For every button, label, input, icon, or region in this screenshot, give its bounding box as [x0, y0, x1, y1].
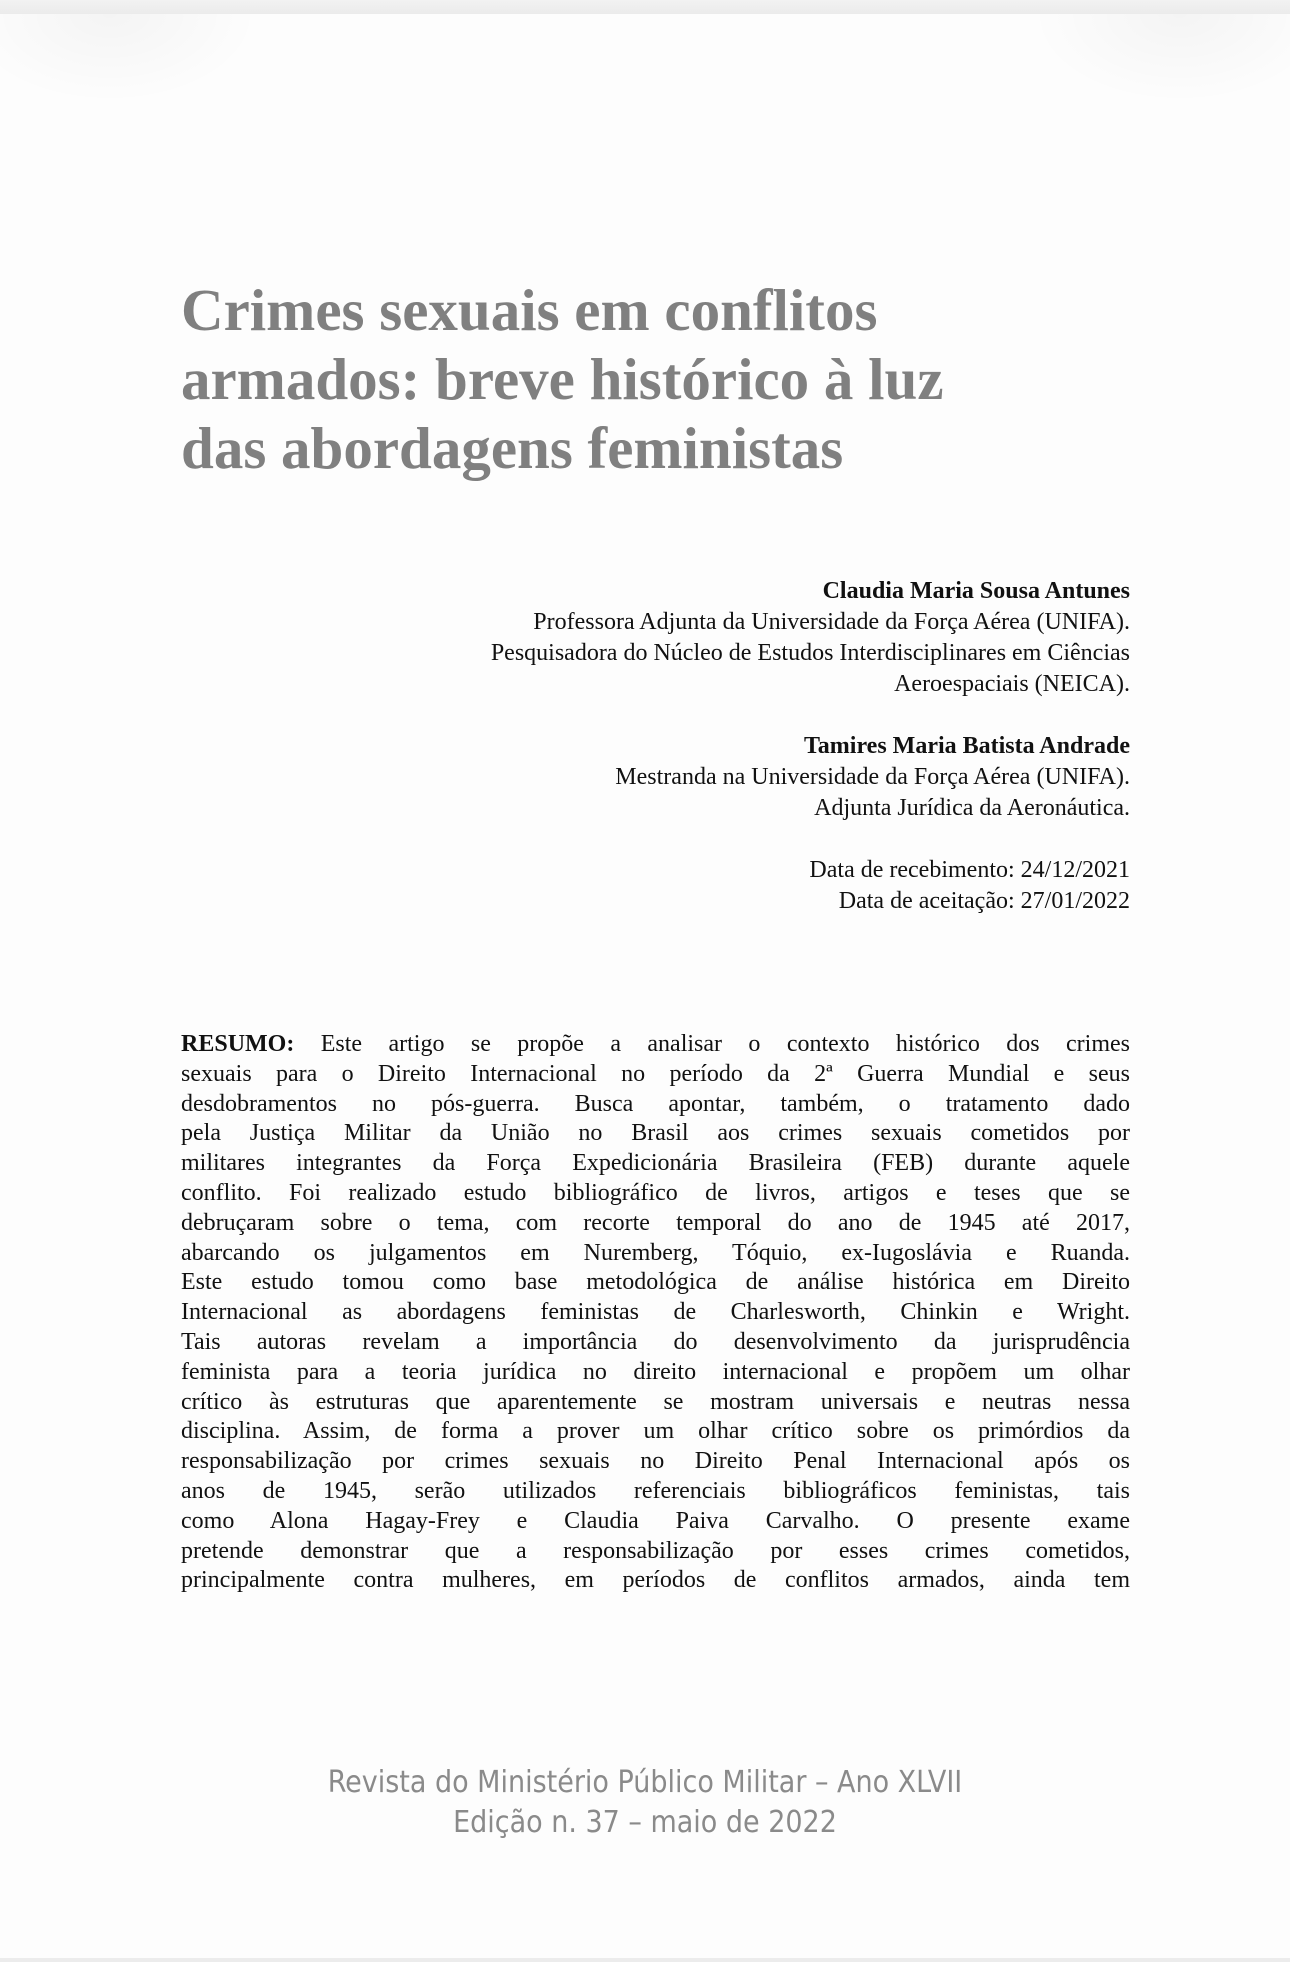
abstract-line: principalmente contra mulheres, em períodos de conflitos armados, ainda tem [181, 1567, 1130, 1594]
bottom-edge [0, 1958, 1290, 1962]
abstract-line: anos de 1945, serão utilizados referenciais bibliográficos feministas, tais [181, 1477, 1130, 1504]
author-affiliation: Mestranda na Universidade da Força Aérea (UNIFA). [615, 764, 1130, 790]
article-title [181, 276, 1081, 483]
author-block [230, 576, 1130, 700]
abstract-line: crítico às estruturas que aparentemente se mostram universais e neutras nessa [181, 1388, 1130, 1415]
author-affiliation: Pesquisadora do Núcleo de Estudos Interdisciplinares em Ciências [490, 640, 1130, 666]
abstract-line: conflito. Foi realizado estudo bibliográfico de livros, artigos e teses que se [181, 1179, 1130, 1206]
abstract-line: pretende demonstrar que a responsabilização por esses crimes cometidos, [181, 1537, 1130, 1564]
abstract-line: militares integrantes da Força Expedicionária Brasileira (FEB) durante aquele [181, 1150, 1130, 1177]
title-line: Crimes sexuais em conflitos [181, 277, 878, 343]
abstract-line: responsabilização por crimes sexuais no Direito Penal Internacional após os [181, 1448, 1130, 1475]
abstract-line: Este estudo tomou como base metodológica de análise histórica em Direito [181, 1269, 1130, 1296]
footer-edition-line: Edição n. 37 – maio de 2022 [453, 1805, 837, 1840]
footer-journal-line: Revista do Ministério Público Militar – Ano XLVII [327, 1765, 963, 1800]
abstract-line: feminista para a teoria jurídica no direito internacional e propõem um olhar [181, 1358, 1130, 1385]
abstract-text: Este artigo se propõe a analisar o contexto histórico dos crimes [294, 1031, 1130, 1057]
title-line: das abordagens feministas [181, 415, 844, 481]
journal-footer [0, 1763, 1290, 1843]
abstract-line: disciplina. Assim, de forma a prover um olhar crítico sobre os primórdios da [181, 1418, 1130, 1445]
abstract-line: desdobramentos no pós-guerra. Busca apontar, também, o tratamento dado [181, 1090, 1130, 1117]
abstract-line: pela Justiça Militar da União no Brasil aos crimes sexuais cometidos por [181, 1120, 1130, 1147]
abstract-line: debruçaram sobre o tema, com recorte temporal do ano de 1945 até 2017, [181, 1209, 1130, 1236]
abstract-line [181, 1030, 1130, 1060]
abstract [181, 1030, 1130, 1596]
abstract-line: sexuais para o Direito Internacional no período da 2ª Guerra Mundial e seus [181, 1060, 1130, 1087]
author-block [230, 731, 1130, 824]
abstract-label: RESUMO: [181, 1031, 295, 1057]
abstract-line: Internacional as abordagens feministas de Charlesworth, Chinkin e Wright. [181, 1299, 1130, 1326]
author-name: Tamires Maria Batista Andrade [803, 733, 1130, 759]
author-affiliation: Adjunta Jurídica da Aeronáutica. [814, 795, 1130, 821]
submission-dates [230, 855, 1130, 917]
received-date: Data de recebimento: 24/12/2021 [809, 857, 1130, 883]
abstract-line: como Alona Hagay-Frey e Claudia Paiva Carvalho. O presente exame [181, 1507, 1130, 1534]
title-line: armados: breve histórico à luz [181, 346, 944, 412]
abstract-line: Tais autoras revelam a importância do desenvolvimento da jurisprudência [181, 1328, 1130, 1355]
author-affiliation: Professora Adjunta da Universidade da Força Aérea (UNIFA). [533, 609, 1130, 635]
accepted-date: Data de aceitação: 27/01/2022 [838, 888, 1130, 914]
author-affiliation: Aeroespaciais (NEICA). [894, 671, 1130, 697]
authors-section [230, 576, 1130, 917]
author-name: Claudia Maria Sousa Antunes [822, 578, 1130, 604]
abstract-line: abarcando os julgamentos em Nuremberg, Tóquio, ex-Iugoslávia e Ruanda. [181, 1239, 1130, 1266]
